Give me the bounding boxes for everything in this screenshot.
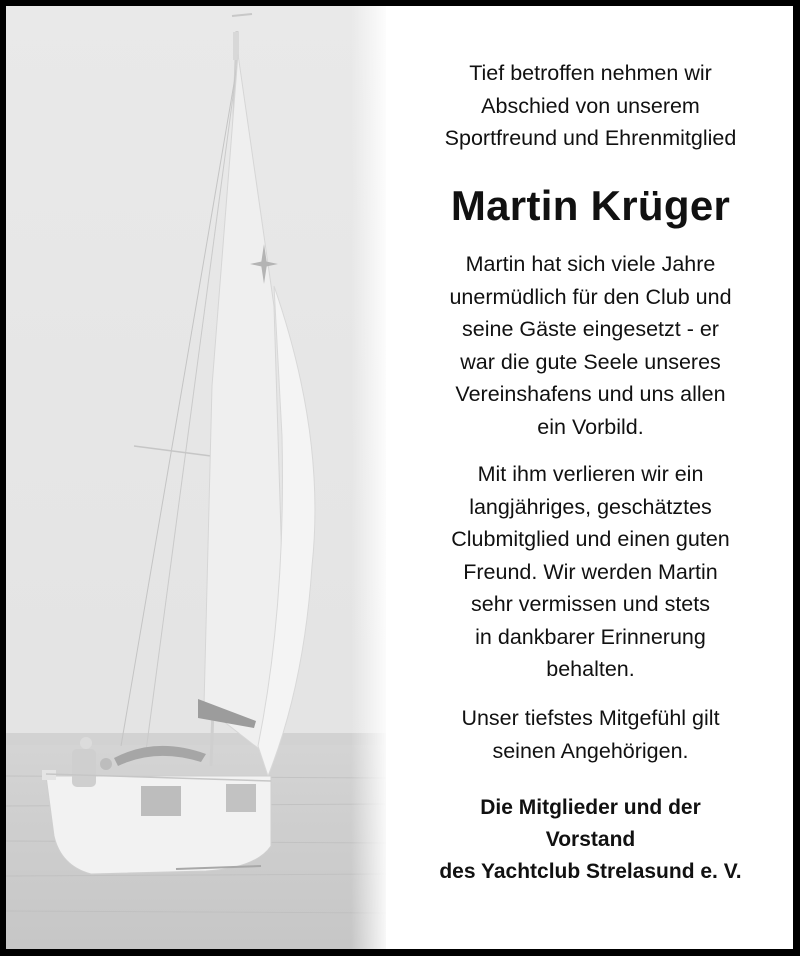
photo-fade-overlay (6, 6, 396, 949)
paragraph-line: seine Gäste eingesetzt - er (462, 317, 719, 341)
paragraph-line: Mit ihm verlieren wir ein (477, 462, 704, 486)
paragraph-line: Martin hat sich viele Jahre (465, 252, 716, 276)
paragraph-line: war die gute Seele unseres (460, 349, 721, 374)
tribute-paragraph-1 (388, 248, 793, 443)
paragraph-line: Freund. Wir werden Martin (463, 559, 718, 584)
paragraph-line: seinen Angehörigen. (492, 738, 689, 763)
paragraph-line: ein Vorbild. (537, 414, 644, 439)
paragraph-line: behalten. (546, 657, 635, 681)
signature-line: Die Mitglieder und der (480, 796, 701, 819)
condolence-paragraph (388, 702, 793, 767)
paragraph-line: Unser tiefstes Mitgefühl gilt (461, 706, 720, 730)
obituary-notice (6, 6, 793, 949)
paragraph-line: unermüdlich für den Club und (449, 284, 732, 309)
paragraph-line: Clubmitglied und einen guten (451, 527, 730, 551)
paragraph-line: in dankbarer Erinnerung (475, 624, 706, 649)
signature-line: Vorstand (545, 828, 636, 851)
signature (388, 792, 793, 888)
signature-line: des Yachtclub Strelasund e. V. (439, 860, 742, 883)
paragraph-line: sehr vermissen und stets (471, 592, 710, 616)
intro-text (388, 57, 793, 155)
paragraph-line: Vereinshafens und uns allen (455, 382, 726, 406)
deceased-name: Martin Krüger (450, 182, 731, 229)
intro-line: Tief betroffen nehmen wir (469, 61, 712, 85)
intro-line: Abschied von unserem (481, 93, 700, 118)
paragraph-line: langjähriges, geschätztes (469, 494, 712, 519)
intro-line: Sportfreund und Ehrenmitglied (444, 126, 737, 150)
tribute-paragraph-2 (388, 458, 793, 686)
